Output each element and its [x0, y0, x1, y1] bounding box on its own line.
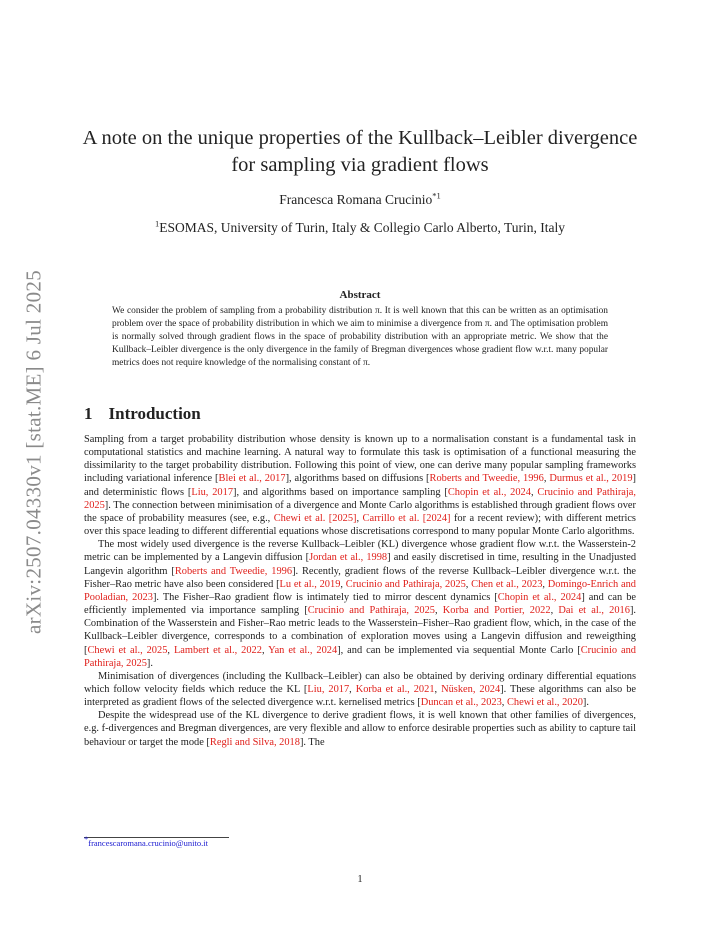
- paragraph-text: ]. The Fisher–Rao gradient flow is intimately tied to mirror descent dynamics [: [152, 591, 498, 603]
- paragraph-text: ]. The connection between minimisation of a divergence and Monte Carlo algorithms is established through gradient flows over the space of probability measures (see, e.g.,: [84, 499, 636, 524]
- citation-link[interactable]: Domingo-Enrich and Pooladian, 2023: [84, 578, 636, 603]
- citation-link[interactable]: Durmus et al., 2019: [549, 473, 633, 485]
- paragraph: [84, 433, 636, 538]
- affiliation-text: ESOMAS, University of Turin, Italy & Collegio Carlo Alberto, Turin, Italy: [159, 220, 565, 235]
- arxiv-identifier: [14, 262, 54, 642]
- paragraph-text: ]. The: [299, 736, 325, 748]
- arxiv-identifier-text: arXiv:2507.04330v1 [stat.ME] 6 Jul 2025: [21, 269, 46, 635]
- paragraph-text: Minimisation of divergences (including the Kullback–Leibler) can also be obtained by deriving ordinary differential equations which follow velocity fields which reduce the KL [: [84, 670, 636, 695]
- page-number: 1: [357, 874, 363, 885]
- section-title: Introduction: [108, 404, 201, 423]
- footnote: [84, 834, 208, 848]
- paragraph-text: ,: [349, 683, 356, 695]
- paragraph-text: ,: [340, 578, 346, 590]
- paragraph-text: ] and can be efficiently implemented via importance sampling [: [84, 591, 637, 617]
- paragraph: [84, 538, 636, 670]
- paragraph-text: ], and algorithms based on importance sampling [: [233, 486, 448, 498]
- paragraph-text: ,: [167, 644, 174, 656]
- citation-link[interactable]: Regli and Silva, 2018: [209, 736, 300, 748]
- paragraph-text: The most widely used divergence is the reverse Kullback–Leibler (KL) divergence whose gradient flow w.r.t. the Wasserstein-2 metric can be implemented by a Langevin diffusion [: [84, 539, 636, 564]
- paragraph-text: ]. Recently, gradient flows of the reverse Kullback–Leibler divergence w.r.t. the Fisher–Rao metric have also been considered [: [84, 565, 636, 590]
- paragraph-text: ,: [465, 578, 472, 590]
- footnote-email-link[interactable]: francescaromana.crucinio@unito.it: [88, 838, 208, 848]
- title-line-1: A note on the unique properties of the Kullback–Leibler divergence: [82, 127, 638, 149]
- citation-link[interactable]: Yan et al., 2024: [268, 644, 338, 656]
- paragraph-text: ]. These algorithms can also be interpreted as gradient flows of the selected divergence w.r.t. kernelised metrics [: [84, 683, 637, 709]
- paragraph: [84, 670, 636, 709]
- citation-link[interactable]: Nüsken, 2024: [441, 683, 501, 695]
- citation-link[interactable]: Chewi et al. [2025]: [273, 512, 357, 524]
- citation-link[interactable]: Chen et al., 2023: [471, 578, 543, 590]
- affiliation-superscript: 1: [154, 218, 160, 229]
- paragraph-text: ], algorithms based on diffusions [: [285, 473, 430, 485]
- section-number: 1: [84, 404, 93, 423]
- title-line-2: for sampling via gradient flows: [231, 154, 489, 176]
- paragraph-text: ] and deterministic flows [: [84, 473, 637, 498]
- citation-link[interactable]: Chopin et al., 2024: [447, 486, 531, 498]
- citation-link[interactable]: Duncan et al., 2023: [420, 697, 502, 709]
- footnote-mark: *: [84, 834, 89, 845]
- affiliation-line: [60, 220, 660, 236]
- citation-link[interactable]: Chewi et al., 2025: [87, 644, 168, 656]
- citation-link[interactable]: Dai et al., 2016: [558, 605, 630, 617]
- citation-link[interactable]: Korba and Portier, 2022: [442, 605, 551, 617]
- abstract-heading: Abstract: [339, 289, 381, 301]
- author-superscript: *1: [432, 190, 441, 201]
- citation-link[interactable]: Liu, 2017: [307, 683, 350, 695]
- paragraph-text: ,: [434, 605, 443, 617]
- citation-link[interactable]: Lu et al., 2019: [279, 578, 341, 590]
- citation-link[interactable]: Crucinio and Pathiraja, 2025: [84, 644, 636, 669]
- author-name: Francesca Romana Crucinio: [279, 192, 433, 207]
- paragraph-text: ,: [550, 605, 559, 617]
- paragraph-text: ], and can be implemented via sequential Monte Carlo [: [337, 644, 581, 656]
- paragraph-text: Sampling from a target probability distribution whose density is known up to a normalisation constant is a fundamental task in computational statistics and machine learning. A natural way to formulate this task is optimisation of a functional measuring the dissimilarity to the target probability distribution. Following this point of view, one can derive many popular sampling frameworks including variational inference [: [84, 434, 636, 485]
- citation-link[interactable]: Jordan et al., 1998: [309, 552, 388, 564]
- citation-link[interactable]: Blei et al., 2017: [218, 473, 286, 485]
- citation-link[interactable]: Lambert et al., 2022: [173, 644, 262, 656]
- paragraph-text: ,: [530, 486, 538, 498]
- paragraph-text: ,: [261, 644, 269, 656]
- citation-link[interactable]: Roberts and Tweedie, 1996: [429, 473, 544, 485]
- citation-link[interactable]: Chewi et al., 2020: [507, 697, 583, 709]
- paragraph-text: ].: [146, 657, 153, 669]
- paragraph-text: ,: [434, 683, 442, 695]
- citation-link[interactable]: Crucinio and Pathiraja, 2025: [307, 605, 435, 617]
- citation-link[interactable]: Liu, 2017: [191, 486, 234, 498]
- citation-link[interactable]: Carrillo et al. [2024]: [362, 512, 451, 524]
- paragraph-text: ]. Combination of the Wasserstein and Fisher–Rao metric leads to the Wasserstein–Fisher–Rao gradient flow, which, in the case of the Kullback–Leibler divergence, corresponds to a combination of exploration moves using a Langevin diffusion and reweigthing [: [84, 605, 636, 656]
- section-heading: [84, 404, 201, 424]
- paragraph-text: ,: [501, 697, 507, 709]
- author-line: [60, 192, 660, 208]
- paper-title: [60, 125, 660, 179]
- paragraph-text: Despite the widespread use of the KL divergence to derive gradient flows, it is well known that other families of divergences, e.g. f-divergences and Bregman divergences, are very flexible and allow to enforce desirable properties such as ability to capture tail behaviour or target the mode [: [84, 710, 636, 748]
- paragraph-text: ,: [542, 578, 548, 590]
- body-text: [84, 433, 636, 749]
- citation-link[interactable]: Chopin et al., 2024: [497, 591, 582, 603]
- citation-link[interactable]: Korba et al., 2021: [355, 683, 435, 695]
- abstract-text: We consider the problem of sampling from a probability distribution π. It is well known that this can be written as an optimisation problem over the space of probability distribution in which we aim to minimise a divergence from π. and The optimisation problem is normally solved through gradient flows in the space of probability distribution with an appropriate metric. We show that the Kullback–Leibler divergence is the only divergence in the family of Bregman divergences whose gradient flow w.r.t. many popular metrics does not require knowledge of the normalising constant of π.: [112, 306, 608, 369]
- paragraph-text: ,: [543, 473, 550, 485]
- paragraph-text: ,: [356, 512, 363, 524]
- paragraph-text: ].: [582, 697, 589, 709]
- citation-link[interactable]: Roberts and Tweedie, 1996: [174, 565, 293, 577]
- paragraph-text: for a recent review); with different metrics over this space leading to different differential equations whose discretisations correspond to many popular Monte Carlo algorithms.: [84, 512, 636, 538]
- paragraph-text: ] and easily discretised in time, resulting in the Unadjusted Langevin algorithm [: [84, 552, 637, 577]
- paragraph: [84, 709, 636, 748]
- citation-link[interactable]: Crucinio and Pathiraja, 2025: [84, 486, 636, 511]
- citation-link[interactable]: Crucinio and Pathiraja, 2025: [345, 578, 466, 590]
